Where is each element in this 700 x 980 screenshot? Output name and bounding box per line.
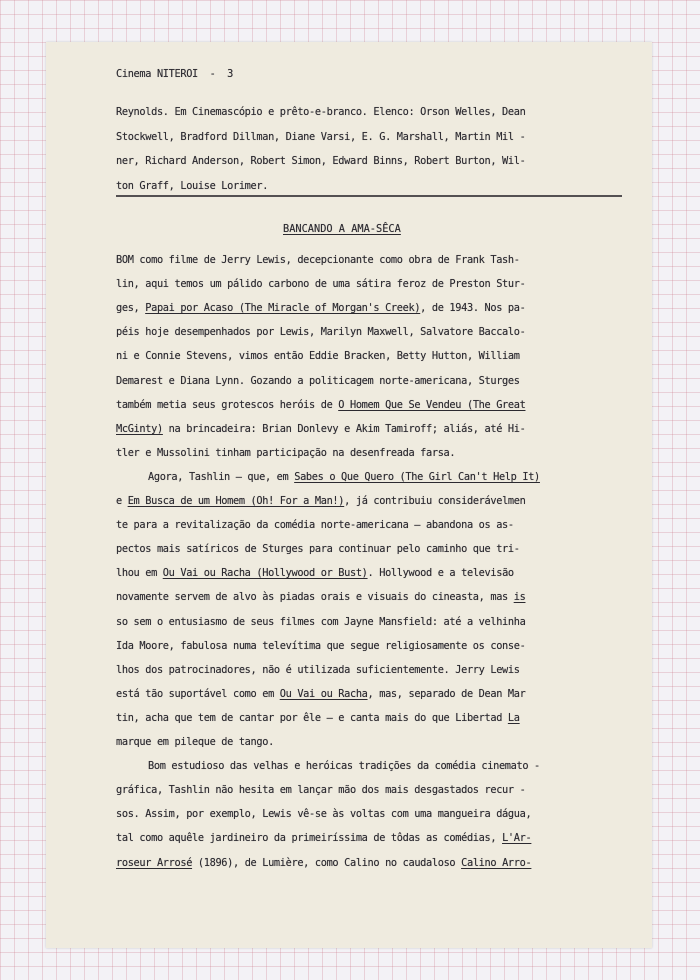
text-line bbox=[116, 302, 525, 314]
text-segment: , mas, separado de Dean Mar bbox=[367, 687, 526, 700]
text-segment: novamente servem de alvo às piadas orais e visuais do cineasta, mas bbox=[116, 591, 514, 604]
film-title: O Homem Que Se Vendeu (The Great bbox=[338, 398, 526, 411]
section-divider bbox=[116, 195, 622, 197]
text-line bbox=[116, 688, 525, 700]
text-segment: gráfica, Tashlin não hesita em lançar mão dos mais desgastados recur - bbox=[116, 784, 526, 797]
text-segment: marque em pileque de tango. bbox=[116, 736, 274, 748]
text-segment: péis hoje desempenhados por Lewis, Marilyn Maxwell, Salvatore Baccalo- bbox=[116, 326, 526, 339]
text-segment: tin, acha que tem de cantar por êle — e canta mais do que Libertad bbox=[116, 711, 508, 724]
text-line bbox=[116, 857, 531, 869]
text-line bbox=[116, 254, 520, 266]
film-title: roseur Arrosé bbox=[116, 856, 193, 869]
section-title: BANCANDO A AMA-SÊCA bbox=[283, 223, 401, 235]
text-segment: lhou em bbox=[116, 567, 163, 580]
text-segment: , de 1943. Nos pa- bbox=[420, 302, 526, 315]
text-line bbox=[116, 447, 455, 459]
text-line bbox=[116, 808, 531, 820]
text-line bbox=[116, 712, 520, 724]
film-title: Em Busca de um Homem (Oh! For a Man!) bbox=[127, 495, 345, 507]
text-line bbox=[116, 375, 520, 387]
text-segment: pectos mais satíricos de Sturges para continuar pelo caminho que tri- bbox=[116, 543, 520, 556]
text-segment: Stockwell, Bradford Dillman, Diane Varsi, E. G. Marshall, Martin Mil - bbox=[116, 130, 526, 143]
film-title: Ou Vai ou Racha (Hollywood or Bust) bbox=[162, 567, 368, 580]
typewritten-page bbox=[46, 42, 652, 948]
text-line bbox=[116, 567, 514, 579]
film-title: Sabes o Que Quero (The Girl Can't Help It) bbox=[294, 470, 540, 483]
text-line bbox=[116, 736, 274, 748]
text-segment: ni e Connie Stevens, vimos então Eddie Bracken, Betty Hutton, William bbox=[116, 350, 520, 363]
film-title: Papai por Acaso (The Miracle of Morgan's Creek) bbox=[145, 302, 421, 315]
text-segment: também metia seus grotescos heróis de bbox=[116, 398, 339, 411]
text-segment: tal como aquêle jardineiro da primeiríssima de tôdas as comédias, bbox=[116, 832, 503, 845]
text-line bbox=[116, 495, 525, 507]
text-line bbox=[116, 399, 525, 411]
text-line bbox=[116, 543, 520, 555]
text-line bbox=[116, 832, 531, 844]
text-line bbox=[148, 471, 540, 483]
text-line bbox=[116, 591, 525, 603]
film-title: Calino Arro- bbox=[461, 856, 532, 869]
text-segment: está tão suportável como em bbox=[116, 687, 280, 700]
text-segment: te para a revitalização da comédia norte-americana — abandona os as- bbox=[116, 519, 514, 532]
text-line bbox=[116, 350, 520, 362]
film-title: La bbox=[507, 711, 520, 724]
text-segment: e bbox=[116, 495, 128, 507]
text-line bbox=[116, 131, 525, 143]
text-line bbox=[116, 278, 525, 290]
text-segment: ner, Richard Anderson, Robert Simon, Edward Binns, Robert Burton, Wil- bbox=[116, 155, 526, 167]
text-line bbox=[116, 423, 525, 435]
text-line bbox=[148, 760, 540, 772]
film-title: is bbox=[513, 591, 526, 604]
text-segment: (1896), de Lumière, como Calino no caudaloso bbox=[192, 856, 462, 869]
page-header: Cinema NITEROI - 3 bbox=[116, 68, 233, 80]
text-segment: sos. Assim, por exemplo, Lewis vê-se às voltas com uma mangueira dágua, bbox=[116, 808, 532, 821]
text-segment: lin, aqui temos um pálido carbono de uma sátira feroz de Preston Stur- bbox=[116, 278, 526, 291]
text-segment: lhos dos patrocinadores, não é utilizada suficientemente. Jerry Lewis bbox=[116, 663, 520, 676]
text-line bbox=[116, 155, 525, 167]
text-segment: . Hollywood e a televisão bbox=[367, 567, 514, 580]
film-title: McGinty) bbox=[116, 422, 163, 435]
text-line bbox=[116, 180, 268, 192]
text-segment: Reynolds. Em Cinemascópio e prêto-e-branco. Elenco: Orson Welles, Dean bbox=[116, 106, 526, 118]
text-segment: na brincadeira: Brian Donlevy e Akim Tamiroff; aliás, até Hi- bbox=[162, 422, 526, 435]
film-title: Ou Vai ou Racha bbox=[279, 687, 368, 700]
text-line bbox=[116, 784, 525, 796]
text-line bbox=[116, 326, 525, 338]
text-segment: Ida Moore, fabulosa numa televítima que segue religiosamente os conse- bbox=[116, 639, 526, 652]
text-line bbox=[116, 640, 525, 652]
text-segment: tler e Mussolini tinham participação na desenfreada farsa. bbox=[116, 446, 456, 459]
text-line bbox=[116, 106, 525, 118]
text-segment: so sem o entusiasmo de seus filmes com Jayne Mansfield: até a velhinha bbox=[116, 615, 526, 628]
text-segment: BOM como filme de Jerry Lewis, decepcionante como obra de Frank Tash- bbox=[116, 254, 520, 266]
text-line bbox=[116, 664, 520, 676]
text-segment: ges, bbox=[116, 302, 146, 315]
film-title: L'Ar- bbox=[502, 832, 532, 845]
text-segment: , já contribuiu considerávelmen bbox=[344, 495, 526, 507]
text-segment: Agora, Tashlin — que, em bbox=[148, 470, 295, 483]
text-segment: ton Graff, Louise Lorimer. bbox=[116, 179, 269, 192]
text-line bbox=[116, 616, 525, 628]
text-line bbox=[116, 519, 514, 531]
text-segment: Demarest e Diana Lynn. Gozando a politicagem norte-americana, Sturges bbox=[116, 374, 520, 387]
text-segment: Bom estudioso das velhas e heróicas tradições da comédia cinemato - bbox=[148, 760, 540, 773]
